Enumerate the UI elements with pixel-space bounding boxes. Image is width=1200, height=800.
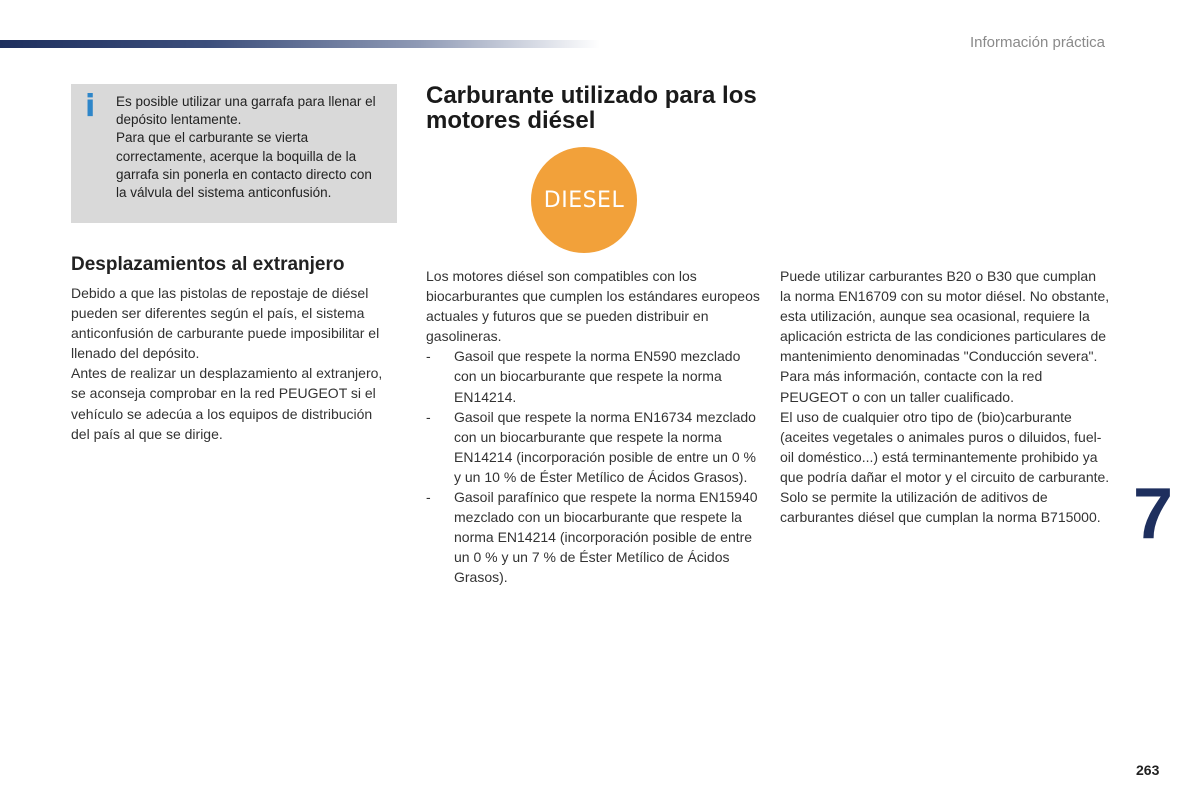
header-gradient-bar	[0, 40, 600, 48]
info-paragraph: Es posible utilizar una garrafa para llenar el depósito lentamente.	[116, 94, 376, 128]
diesel-usage-column	[780, 266, 1110, 527]
diesel-compat-column	[426, 266, 761, 588]
list-item	[426, 487, 761, 587]
dash-bullet: -	[426, 408, 431, 425]
usage-paragraph: El uso de cualquier otro tipo de (bio)carburante (aceites vegetales o animales puros o diluidos, fuel-oil doméstico...) está terminantemente prohibido ya que podría dañar el motor y el circuito de carburante.	[780, 408, 1110, 485]
list-item-text: Gasoil parafínico que respete la norma EN15940 mezclado con un biocarburante que respete la norma EN14214 (incorporación posible de entre un 0 % y un 7 % de Éster Metílico de Ácidos Grasos).	[454, 489, 758, 586]
info-paragraph: Para que el carburante se vierta correctamente, acerque la boquilla de la garrafa sin ponerla en contacto directo con la válvula del sistema anticonfusión.	[116, 130, 372, 201]
diesel-intro: Los motores diésel son compatibles con los biocarburantes que cumplen los estándares europeos actuales y futuros que se pueden distribuir en gasolineras.	[426, 268, 760, 345]
abroad-paragraph: Debido a que las pistolas de repostaje de diésel pueden ser diferentes según el país, el sistema anticonfusión de carburante puede imposibilitar el llenado del depósito.	[71, 285, 380, 362]
list-item-text: Gasoil que respete la norma EN16734 mezclado con un biocarburante que respete la norma EN14214 (incorporación posible de entre un 0 % y un 10 % de Éster Metílico de Ácidos Grasos).	[454, 408, 756, 485]
diesel-fuel-list	[426, 346, 761, 587]
abroad-heading: Desplazamientos al extranjero	[71, 254, 345, 275]
diesel-heading: Carburante utilizado para los motores diésel	[426, 82, 757, 134]
abroad-paragraph: Antes de realizar un desplazamiento al extranjero, se aconseja comprobar en la red PEUGEOT si el vehículo se adecúa a los equipos de distribución del país al que se dirige.	[71, 365, 383, 442]
usage-paragraph: Puede utilizar carburantes B20 o B30 que cumplan la norma EN16709 con su motor diésel. No obstante, esta utilización, aunque sea ocasional, requiere la aplicación estricta de las condiciones particulares de mantenimiento denominadas "Conducción severa". Para más información, contacte con la red PEUGEOT o con un taller cualificado.	[780, 268, 1110, 405]
section-title: Información práctica	[969, 34, 1105, 51]
dash-bullet: -	[426, 348, 431, 365]
usage-paragraph: Solo se permite la utilización de aditivos de carburantes diésel que cumplan la norma B715000.	[780, 489, 1101, 526]
info-icon: i	[85, 89, 96, 124]
list-item	[426, 407, 761, 487]
dash-bullet: -	[426, 489, 431, 506]
diesel-badge-label: DIESEL	[543, 187, 625, 213]
list-item	[426, 346, 761, 406]
abroad-text	[71, 283, 391, 444]
info-box	[71, 84, 397, 223]
page-number: 263	[1136, 762, 1160, 778]
diesel-badge-icon	[531, 147, 637, 253]
chapter-number: 7	[1133, 474, 1174, 554]
info-text	[116, 93, 386, 202]
list-item-text: Gasoil que respete la norma EN590 mezclado con un biocarburante que respete la norma EN14214.	[454, 348, 741, 405]
